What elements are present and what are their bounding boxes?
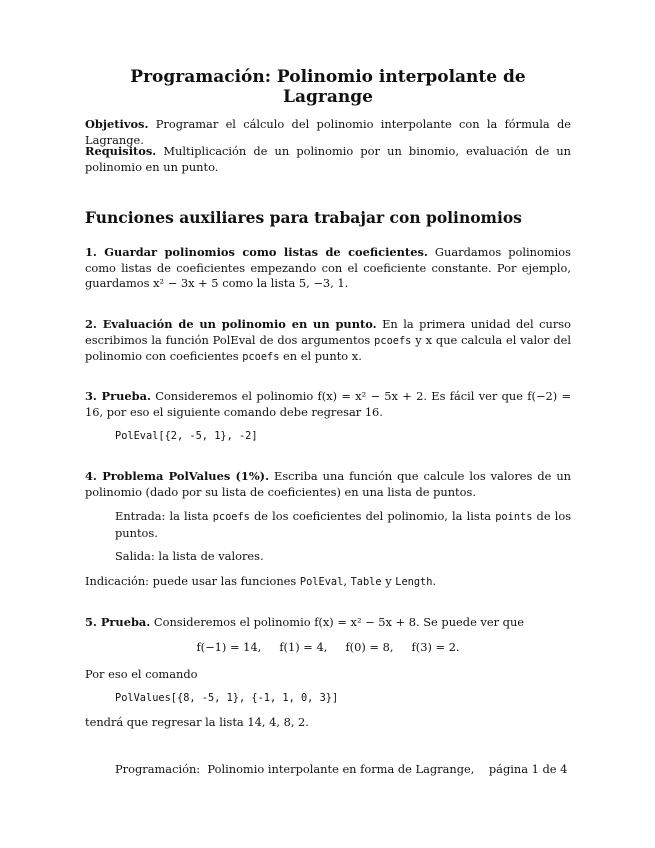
- fn-poleval: PolEval: [299, 576, 344, 588]
- fn-length: Length: [395, 576, 433, 588]
- item4-salida: [115, 549, 571, 565]
- result-list: 14, 4, 8, 2.: [247, 715, 309, 729]
- result-text: tendrá que regresar la lista: [85, 715, 244, 729]
- item5-display-equation: f(−1) = 14, f(1) = 4, f(0) = 8, f(3) = 2.: [196, 640, 460, 654]
- item2-text-c: que calcula el valor del polinomio con coeficientes: [85, 332, 572, 363]
- item5-heading: 5. Prueba.: [85, 615, 151, 629]
- entrada-arg2: points: [495, 511, 533, 523]
- item5-por-eso: [85, 667, 571, 683]
- item5-result: [85, 715, 571, 731]
- entrada-text-c: de los puntos.: [115, 509, 572, 540]
- item4-entrada: [115, 509, 571, 541]
- item2-arg4: x.: [351, 349, 362, 363]
- item5-code: PolValues[{8, -5, 1}, {-1, 1, 0, 3}]: [115, 692, 339, 704]
- requisitos-paragraph: [85, 144, 571, 175]
- fn-table: Table: [350, 576, 382, 588]
- requisitos-text: Multiplicación de un polinomio por un binomio, evaluación de un polinomio en un punto.: [85, 144, 572, 174]
- item3-text-c: por eso el siguiente comando debe regresar: [106, 404, 362, 419]
- item2-arg3: pcoefs: [242, 351, 280, 363]
- item1-text-b: como la lista: [222, 276, 296, 290]
- item4-text: Escriba una función que calcule los valores de un polinomio (dado por su lista de coeficientes) en una lista de puntos.: [85, 469, 571, 499]
- item3-text-b: Es fácil ver que: [431, 389, 523, 403]
- objetivos-text: Programar el cálculo del polinomio interpolante con la fórmula de Lagrange.: [85, 117, 572, 147]
- indicacion-end: .: [432, 574, 437, 588]
- item3-paragraph: [85, 389, 571, 420]
- objetivos-label: Objetivos.: [85, 117, 149, 131]
- item5-text-b: Se puede ver que: [423, 615, 525, 629]
- indicacion-sep2: y: [385, 574, 392, 588]
- entrada-text-a: Entrada: la lista: [115, 509, 209, 523]
- item2-arg2: x: [425, 332, 433, 347]
- item2-heading: 2. Evaluación de un polinomio en un punto.: [85, 317, 377, 331]
- item2-text-a: En la primera unidad del curso escribimos la función PolEval de dos argumentos: [85, 317, 572, 347]
- item1-math: x² − 3x + 5: [153, 276, 219, 290]
- item2-text-b: y: [415, 332, 422, 347]
- section-title: Funciones auxiliares para trabajar con polinomios: [85, 208, 522, 227]
- item5-paragraph: [85, 615, 571, 631]
- item2-text-d: en el punto: [283, 349, 349, 363]
- item3-heading: 3. Prueba.: [85, 389, 151, 403]
- entrada-arg1: pcoefs: [212, 511, 250, 523]
- item4-indicacion: [85, 574, 571, 591]
- item3-code: PolEval[{2, -5, 1}, -2]: [115, 430, 258, 442]
- item2-arg1: pcoefs: [374, 334, 412, 347]
- item3-text-a: Consideremos el polinomio: [155, 389, 314, 403]
- item3-math-a: f(x) = x² − 5x + 2.: [317, 389, 427, 403]
- indicacion-text: Indicación: puede usar las funciones: [85, 574, 297, 588]
- entrada-text-b: de los coeficientes del polinomio, la lista: [254, 509, 492, 523]
- page-title: Programación: Polinomio interpolante de Lagrange: [130, 67, 526, 107]
- item5-math-a: f(x) = x² − 5x + 8.: [314, 615, 420, 629]
- item4-paragraph: [85, 469, 571, 500]
- item1-list: 5, −3, 1.: [298, 276, 349, 290]
- requisitos-label: Requisitos.: [85, 144, 157, 158]
- item1-paragraph: [85, 245, 571, 292]
- page-footer: Programación: Polinomio interpolante en forma de Lagrange, página 1 de 4: [115, 762, 568, 776]
- por-eso-text: Por eso el comando: [85, 667, 198, 681]
- item1-heading: 1. Guardar polinomios como listas de coeficientes.: [85, 245, 428, 259]
- item3-math-c: 16.: [364, 404, 383, 419]
- item2-paragraph: [85, 317, 571, 366]
- indicacion-sep1: ,: [343, 574, 347, 588]
- item1-text-a: Guardamos polinomios como listas de coeficientes empezando con el coeficiente constante. Por ejemplo, guardamos: [85, 245, 572, 290]
- salida-text: Salida: la lista de valores.: [115, 549, 264, 563]
- item3-math-b: f(−2) = 16,: [85, 389, 572, 419]
- item4-heading: 4. Problema PolValues (1%).: [85, 469, 270, 483]
- item5-text-a: Consideremos el polinomio: [153, 615, 311, 629]
